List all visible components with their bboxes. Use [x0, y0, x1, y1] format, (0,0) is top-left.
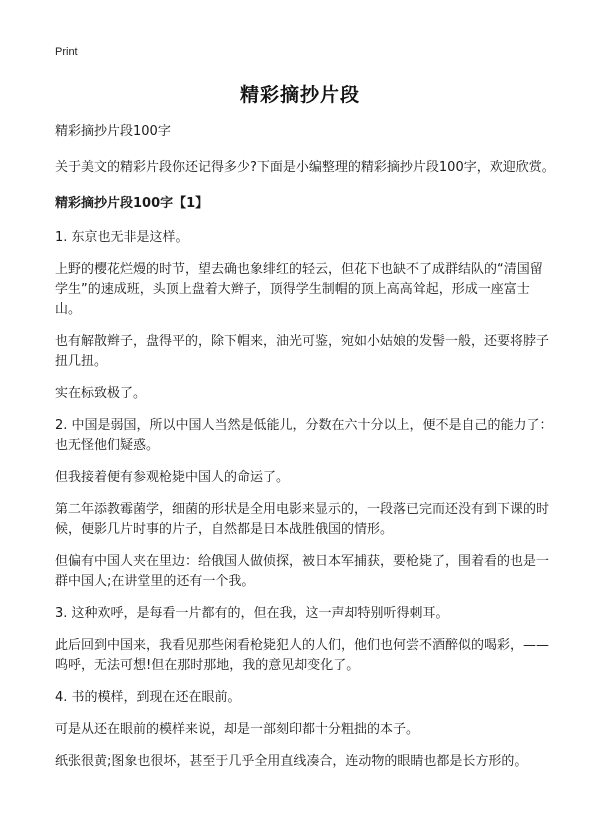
document-title: 精彩摘抄片段: [239, 84, 360, 106]
document-subtitle: 精彩摘抄片段100字: [55, 124, 171, 139]
intro-paragraph: 关于美文的精彩片段你还记得多少?下面是小编整理的精彩摘抄片段100字，欢迎欣赏。: [55, 160, 555, 175]
paragraph-11: 4. 书的模样，到现在还在眼前。: [55, 690, 241, 705]
paragraph-4: 实在标致极了。: [55, 386, 147, 401]
paragraph-9: 3. 这种欢呼，是每看一片都有的，但在我，这一声却特别听得刺耳。: [55, 606, 449, 621]
paragraph-2: 上野的樱花烂熳的时节，望去确也象绯红的轻云，但花下也缺不了成群结队的“清国留学生”的速成班，头顶上盘着大辫子，顶得学生制帽的顶上高高耸起，形成一座富士山。: [55, 262, 543, 317]
paragraph-3: 也有解散辫子，盘得平的，除下帽来，油光可鉴，宛如小姑娘的发髻一般，还要将脖子扭几扭。: [55, 334, 550, 369]
paragraph-8: 但偏有中国人夹在里边：给俄国人做侦探，被日本军捕获，要枪毙了，围着看的也是一群中国人;在讲堂里的还有一个我。: [55, 554, 550, 589]
paragraph-12: 可是从还在眼前的模样来说，却是一部刻印都十分粗拙的本子。: [55, 722, 420, 737]
print-label: Print: [55, 46, 78, 58]
paragraph-10: 此后回到中国来，我看见那些闲看枪毙犯人的人们，他们也何尝不酒醉似的喝彩，——呜呼，无法可想!但在那时那地，我的意见却变化了。: [55, 638, 550, 673]
paragraph-5: 2. 中国是弱国，所以中国人当然是低能儿，分数在六十分以上，便不是自己的能力了：也无怪他们疑惑。: [55, 418, 553, 453]
paragraph-6: 但我接着便有参观枪毙中国人的命运了。: [55, 470, 290, 485]
paragraph-1: 1. 东京也无非是这样。: [55, 230, 189, 245]
paragraph-13: 纸张很黄;图象也很坏，甚至于几乎全用直线凑合，连动物的眼睛也都是长方形的。: [55, 754, 528, 769]
document-body: [55, 122, 555, 784]
section-heading: 精彩摘抄片段100字【1】: [55, 196, 209, 211]
paragraph-7: 第二年添教霉菌学，细菌的形状是全用电影来显示的，一段落已完而还没有到下课的时候，便影几片时事的片子，自然都是日本战胜俄国的情形。: [55, 502, 550, 537]
